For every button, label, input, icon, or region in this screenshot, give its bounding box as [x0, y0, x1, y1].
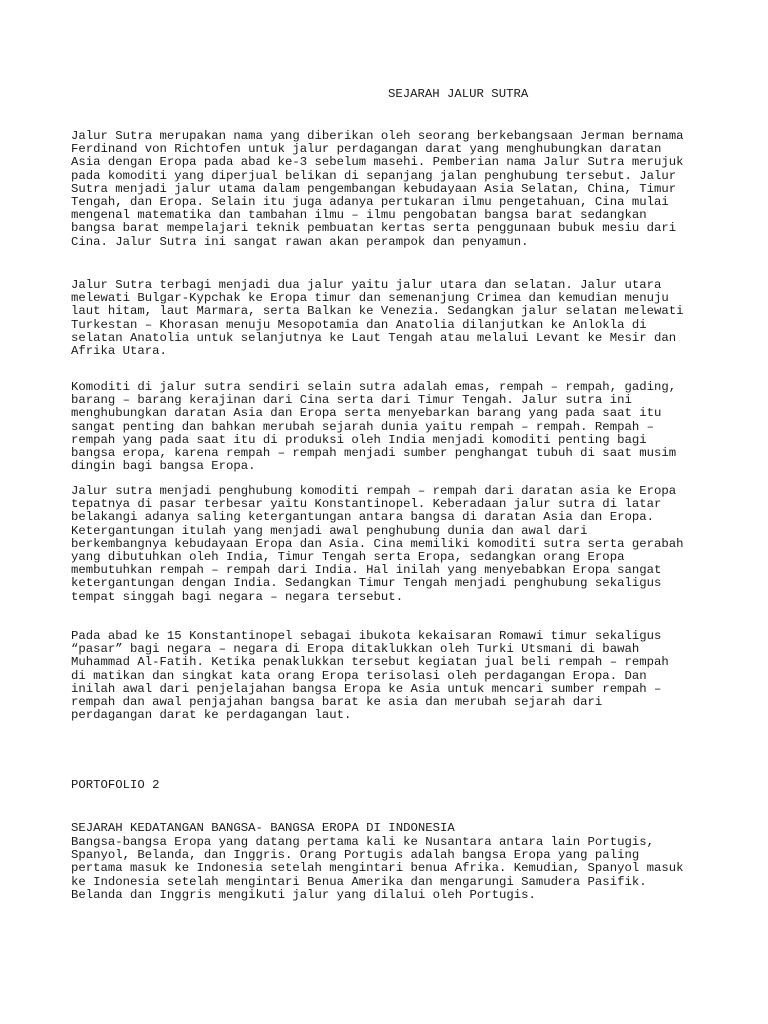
document-title: SEJARAH JALUR SUTRA — [388, 87, 529, 101]
section-label: PORTOFOLIO 2 — [71, 778, 160, 792]
section-title: SEJARAH KEDATANGAN BANGSA- BANGSA EROPA DI INDONESIA — [71, 821, 455, 835]
paragraph-europeans-arrival: Bangsa-bangsa Eropa yang datang pertama kali ke Nusantara antara lain Portugis, Spanyol, Belanda, dan Inggris. Orang Portugis adalah bangsa Eropa yang paling pertama masuk ke Indonesia setelah mengintari benua Afrika. Kemudian, Spanyol masuk ke Indonesia setelah mengintari Benua Amerika dan mengarungi Samudera Pasifik. Belanda dan Inggris mengikuti jalur yang dilalui oleh Portugis. — [71, 835, 684, 902]
paragraph-connector: Jalur sutra menjadi penghubung komoditi rempah – rempah dari daratan asia ke Eropa tepatnya di pasar terbesar yaitu Konstantinopel. Keberadaan jalur sutra di latar belakangi adanya saling ketergantungan antara bangsa di daratan Asia dan Eropa. Ketergantungan itulah yang menjadi awal penghubung dunia dan awal dari berkembangnya kebudayaan Eropa dan Asia. Cina memiliki komoditi sutra serta gerabah yang dibutuhkan oleh India, Timur Tengah serta Eropa, sedangkan orang Eropa membutuhkan rempah – rempah dari India. Hal inilah yang menyebabkan Eropa sangat ketergantungan dengan India. Sedangkan Timur Tengah menjadi penghubung sekaligus tempat singgah bagi negara – negara tersebut. — [71, 484, 684, 604]
paragraph-commodities: Komoditi di jalur sutra sendiri selain sutra adalah emas, rempah – rempah, gading, barang – barang kerajinan dari Cina serta dari Timur Tengah. Jalur sutra ini menghubungkan daratan Asia dan Eropa serta menyebarkan barang yang pada saat itu sangat penting dan bahkan merubah sejarah dunia yaitu rempah – rempah. Rempah – rempah yang pada saat itu di produksi oleh India menjadi komoditi penting bagi bangsa eropa, karena rempah – rempah menjadi sumber penghangat tubuh di saat musim dingin bagi bangsa Eropa. — [71, 380, 677, 474]
paragraph-routes: Jalur Sutra terbagi menjadi dua jalur yaitu jalur utara dan selatan. Jalur utara melewati Bulgar-Kypchak ke Eropa timur dan semenanjung Crimea dan kemudian menuju laut hitam, laut Marmara, serta Balkan ke Venezia. Sedangkan jalur selatan melewati Turkestan – Khorasan menuju Mesopotamia dan Anatolia dilanjutkan ke Anlokla di selatan Anatolia untuk selanjutnya ke Laut Tengah atau melalui Levant ke Mesir dan Afrika Utara. — [71, 278, 684, 359]
paragraph-intro: Jalur Sutra merupakan nama yang diberikan oleh seorang berkebangsaan Jerman bernama Ferdinand von Richtofen untuk jalur perdagangan darat yang menghubungkan daratan Asia dengan Eropa pada abad ke-3 sebelum masehi. Pemberian nama Jalur Sutra merujuk pada komoditi yang diperjual belikan di sepanjang jalan penghubung tersebut. Jalur Sutra menjadi jalur utama dalam pengembangan kebudayaan Asia Selatan, China, Timur Tengah, dan Eropa. Selain itu juga adanya pertukaran ilmu pengetahuan, Cina mulai mengenal matematika dan tambahan ilmu – ilmu pengobatan bangsa barat sedangkan bangsa barat mempelajari teknik pembuatan kertas serta penggunaan bubuk mesiu dari Cina. Jalur Sutra ini sangat rawan akan perampok dan penyamun. — [71, 129, 684, 249]
paragraph-constantinople: Pada abad ke 15 Konstantinopel sebagai ibukota kekaisaran Romawi timur sekaligus “pasar” bagi negara – negara di Eropa ditaklukkan oleh Turki Utsmani di bawah Muhammad Al-Fatih. Ketika penaklukkan tersebut kegiatan jual beli rempah – rempah di matikan dan singkat kata orang Eropa terisolasi oleh perdagangan Eropa. Dan inilah awal dari penjelajahan bangsa Eropa ke Asia untuk mencari sumber rempah – rempah dan awal penjajahan bangsa barat ke asia dan merubah sejarah dari perdagangan darat ke perdagangan laut. — [71, 629, 669, 723]
